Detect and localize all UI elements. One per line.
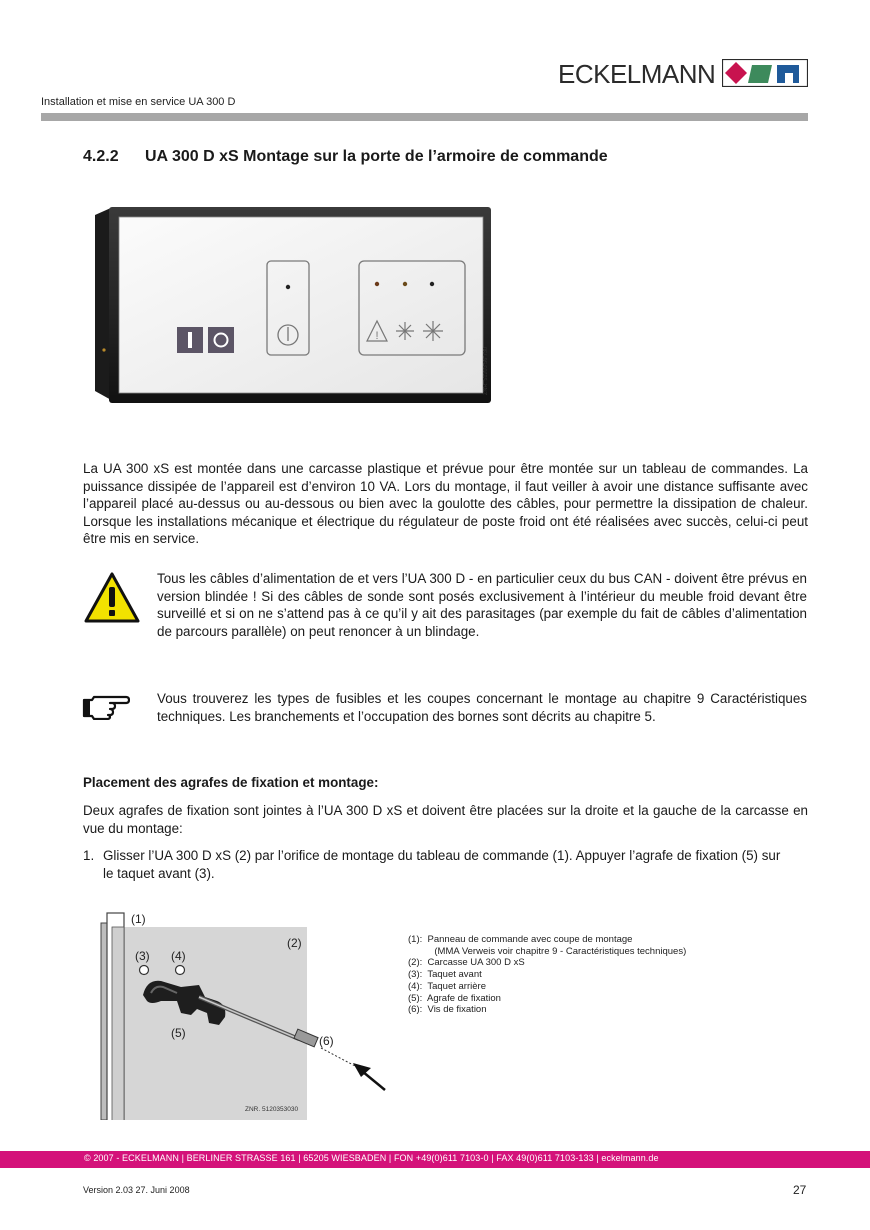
eckelmann-logo-icon	[722, 59, 808, 87]
label-3: (3)	[135, 949, 150, 963]
header-subtitle: Installation et mise en service UA 300 D	[41, 96, 236, 108]
pointing-hand-icon	[82, 694, 130, 720]
label-5: (5)	[171, 1026, 186, 1040]
warning-icon	[84, 572, 140, 624]
legend-item: (MMA Verweis voir chapitre 9 - Caractéristiques techniques)	[408, 945, 687, 957]
reference-note: Vous trouverez les types de fusibles et les coupes concernant le montage au chapitre 9 Caractéristiques techniques. Les branchements et l’occupation des bornes sont décrits au chapitre 5.	[157, 691, 807, 724]
section-title: UA 300 D xS Montage sur la porte de l’armoire de commande	[145, 148, 608, 165]
legend-item: (6): Vis de fixation	[408, 1004, 487, 1016]
device-image	[95, 205, 495, 405]
label-4: (4)	[171, 949, 186, 963]
label-2: (2)	[287, 936, 302, 950]
step-number: 1.	[83, 848, 95, 863]
diagram-znr: ZNR. 5120353030	[245, 1106, 299, 1113]
header-rule	[41, 113, 808, 121]
placement-subheading: Placement des agrafes de fixation et montage:	[83, 775, 379, 790]
label-1: (1)	[131, 912, 146, 926]
legend-item: (5): Agrafe de fixation	[408, 992, 501, 1004]
mounting-diagram	[95, 905, 400, 1120]
legend-item: (3): Taquet avant	[408, 969, 482, 981]
legend-item: (4): Taquet arrière	[408, 980, 486, 992]
legend-item: (2): Carcasse UA 300 D xS	[408, 957, 525, 969]
logo-text: ECKELMANN	[558, 59, 716, 89]
placement-paragraph: Deux agrafes de fixation sont jointes à l’UA 300 D xS et doivent être placées sur la droite et la gauche de la carcasse en vue du montage:	[83, 803, 808, 836]
page-number: 27	[793, 1183, 807, 1197]
intro-paragraph: La UA 300 xS est montée dans une carcasse plastique et prévue pour être montée sur un tableau de commandes. La puissance dissipée de l’appareil est d’environ 10 VA. Lors du montage, il faut veiller à avoir une distance suffisante avec l’appareil placé au-dessus ou au-dessous ou bien avec la goulotte des câbles, pour permettre la dissipation de chaleur. Lorsque les installations mécanique et électrique du régulateur de poste froid ont été réalisées avec succès, celui-ci peut être mis en service.	[83, 461, 808, 546]
label-6: (6)	[319, 1034, 334, 1048]
legend-item: (1): Panneau de commande avec coupe de montage	[408, 934, 633, 945]
version-info: Version 2.03 27. Juni 2008	[83, 1185, 190, 1195]
section-number: 4.2.2	[83, 148, 119, 165]
diagram-legend	[408, 934, 686, 1016]
step-text: Glisser l’UA 300 D xS (2) par l’orifice de montage du tableau de commande (1). Appuyer l’agrafe de fixation (5) sur le taquet avant (3).	[103, 848, 781, 881]
device-znr: ZNR. 51203 56 730	[483, 346, 489, 395]
warning-text: Tous les câbles d’alimentation de et vers l’UA 300 D - en particulier ceux du bus CAN - doivent être prévus en version blindée ! Si des câbles de sonde sont posés exclusivement à l’intérieur du meuble froid devant être surveillé et si on ne s’attend pas à ce qu’il y ait des parasitages (par exemple du fait de câbles d’alimentation de parcours parallèle) on peut renoncer à un blindage.	[157, 571, 807, 639]
footer-contact: © 2007 - ECKELMANN | BERLINER STRASSE 161 | 65205 WIESBADEN | FON +49(0)611 7103-0 | FAX 49(0)611 7103-133 | eckelmann.de	[84, 1153, 659, 1163]
svg-text:!: !	[375, 330, 379, 342]
